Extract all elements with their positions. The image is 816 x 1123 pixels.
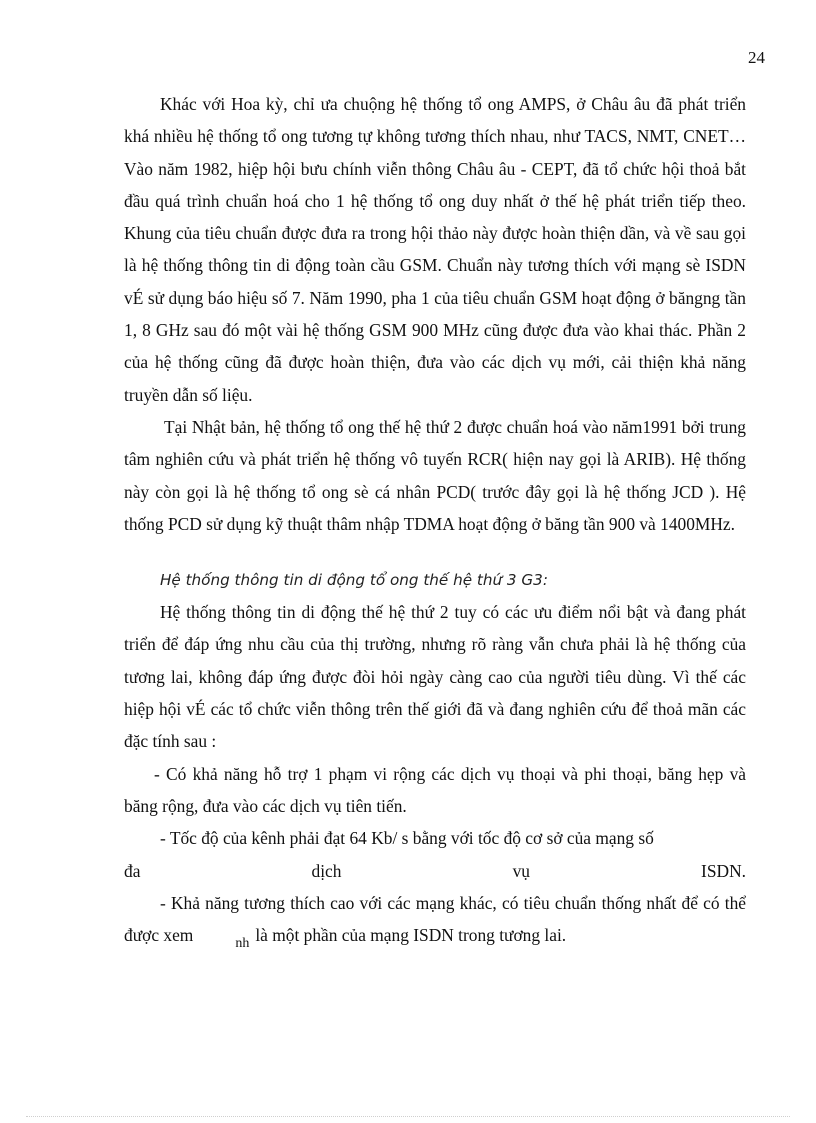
word: ISDN. xyxy=(701,860,746,881)
list-item-services: - Có khả năng hỗ trợ 1 phạm vi rộng các dịch vụ thoại và phi thoại, băng hẹp và băng rộng, đưa vào các dịch vụ tiên tiến. xyxy=(124,763,746,816)
section-heading-g3: Hệ thống thông tin di động tổ ong thế hệ thứ 3 G3: xyxy=(160,571,548,590)
list-item-channel-speed: - Tốc độ của kênh phải đạt 64 Kb/ s bằng với tốc độ cơ sở của mạng số xyxy=(160,828,654,849)
compat-text-1: - Khả năng tương thích cao với các mạng khác, có tiêu chuẩn thống nhất để có thể được xem xyxy=(124,892,746,946)
document-body xyxy=(124,88,746,960)
word: đa xyxy=(124,860,141,881)
word: vụ xyxy=(512,860,530,881)
list-item-compatibility xyxy=(124,887,746,961)
paragraph-europe-gsm: Khác với Hoa kỳ, chỉ ưa chuộng hệ thống tổ ong AMPS, ở Châu âu đã phát triển khá nhiều hệ thống tổ ong tương tự không tương thích nhau, như TACS, NMT, CNET…Vào năm 1982, hiệp hội bưu chính viễn thông Châu âu - CEPT, đã tổ chức hội thoả bắt đầu quá trình chuẩn hoá cho 1 hệ thống tổ ong duy nhất ở thế hệ phát triển tiếp theo. Khung của tiêu chuẩn được đưa ra trong hội thảo này được hoàn thiện dần, và về sau gọi là hệ thống thông tin di động toàn cầu GSM. Chuẩn này tương thích với mạng sè ISDN vÉ sử dụng báo hiệu số 7. Năm 1990, pha 1 của tiêu chuẩn GSM hoạt động ở băngng tần 1, 8 GHz sau đó một vài hệ thống GSM 900 MHz cũng được đưa vào khai thác. Phần 2 của hệ thống cũng đã được hoàn thiện, đưa vào các dịch vụ mới, cải thiện khả năng truyền dẫn số liệu. xyxy=(124,94,746,405)
paragraph-g3-intro: Hệ thống thông tin di động thế hệ thứ 2 tuy có các ưu điểm nổi bật và đang phát triển để đáp ứng nhu cầu của thị trường, nhưng rõ ràng vẫn chưa phải là hệ thống của tương lai, không đáp ứng được đòi hỏi ngày càng cao của người tiêu dùng. Vì thế các hiệp hội vÉ các tổ chức viễn thông trên thế giới đã và đang nghiên cứu để thoả mãn các đặc tính sau : xyxy=(124,602,746,752)
compat-fragment: nh xyxy=(235,936,250,952)
page-number: 24 xyxy=(748,48,765,67)
word: dịch xyxy=(311,860,342,881)
footer-divider xyxy=(26,1116,790,1117)
list-item-channel-speed-continuation xyxy=(124,855,746,887)
paragraph-japan-pcd: Tại Nhật bản, hệ thống tổ ong thế hệ thứ 2 được chuẩn hoá vào năm1991 bởi trung tâm nghiên cứu và phát triển hệ thống vô tuyến RCR( hiện nay gọi là ARIB). Hệ thống này còn gọi là hệ thống tổ ong sè cá nhân PCD( trước đây gọi là hệ thống JCD ). Hệ thống PCD sử dụng kỹ thuật thâm nhập TDMA hoạt động ở băng tần 900 và 1400MHz. xyxy=(124,416,746,534)
compat-text-2: là một phần của mạng ISDN trong tương lai. xyxy=(255,925,567,946)
